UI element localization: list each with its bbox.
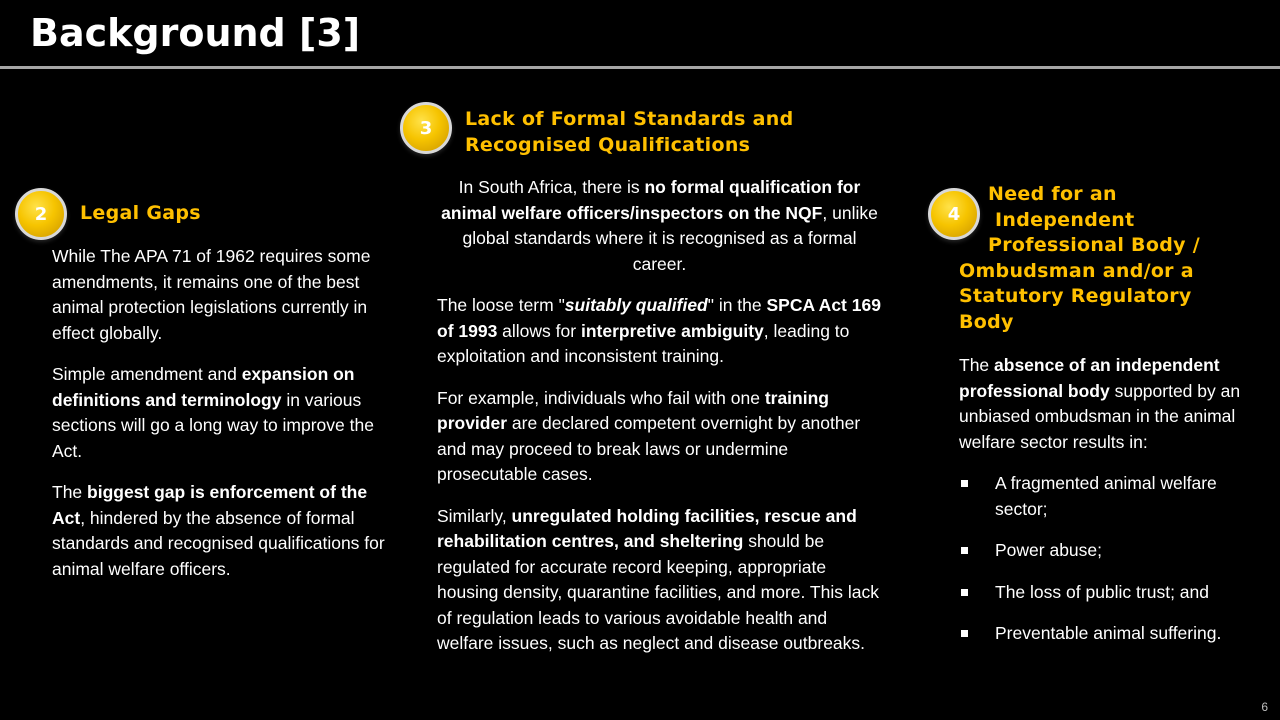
standards-paragraph: The loose term "suitably qualified" in the SPCA Act 169 of 1993 allows for interpretive ambiguity, leading to exploitation and inconsistent training. xyxy=(437,295,881,366)
professional-body-paragraph: The absence of an independent professional body supported by an unbiased ombudsman in the animal welfare sector results in: xyxy=(959,355,1241,452)
legal-gaps-paragraph: Simple amendment and expansion on definitions and terminology in various sections will go a long way to improve the Act. xyxy=(52,364,374,461)
standards-paragraph: For example, individuals who fail with one training provider are declared competent overnight by another and may proceed to break laws or undermine prosecutable cases. xyxy=(437,387,861,484)
list-item: A fragmented animal welfare sector; xyxy=(959,471,1259,522)
professional-body-body xyxy=(959,353,1259,663)
section-heading-standards: Lack of Formal Standards and Recognised Qualifications xyxy=(465,108,794,156)
slide-title: Background [3] xyxy=(30,11,361,55)
standards-paragraph: Similarly, unregulated holding facilities, rescue and rehabilitation centres, and sheltering should be regulated for accurate record keeping, appropriate housing density, quarantine facilities, and more. This lack of regulation leads to various avoidable health and welfare issues, such as neglect and disease outbreaks. xyxy=(437,505,879,653)
section-heading-professional-body: Need for an Independent Professional Body / Ombudsman and/or a Statutory Regulatory Body xyxy=(959,183,1200,333)
standards-body xyxy=(437,175,882,673)
section-heading-legal-gaps: Legal Gaps xyxy=(80,202,201,224)
section-number-badge: 4 xyxy=(928,188,980,240)
legal-gaps-paragraph: While The APA 71 of 1962 requires some amendments, it remains one of the best animal protection legislations currently in effect globally. xyxy=(52,246,371,343)
legal-gaps-body xyxy=(52,244,387,598)
list-item: The loss of public trust; and xyxy=(959,580,1259,606)
legal-gaps-paragraph: The biggest gap is enforcement of the Act, hindered by the absence of formal standards and recognised qualifications for animal welfare officers. xyxy=(52,482,385,579)
title-divider xyxy=(0,66,1280,69)
outcomes-list xyxy=(959,471,1259,647)
page-number: 6 xyxy=(1261,700,1268,714)
section-number-badge: 3 xyxy=(400,102,452,154)
list-item: Power abuse; xyxy=(959,538,1259,564)
standards-paragraph: In South Africa, there is no formal qualification for animal welfare officers/inspectors on the NQF, unlike global standards where it is recognised as a formal career. xyxy=(441,177,878,274)
section-number-badge: 2 xyxy=(15,188,67,240)
list-item: Preventable animal suffering. xyxy=(959,621,1259,647)
